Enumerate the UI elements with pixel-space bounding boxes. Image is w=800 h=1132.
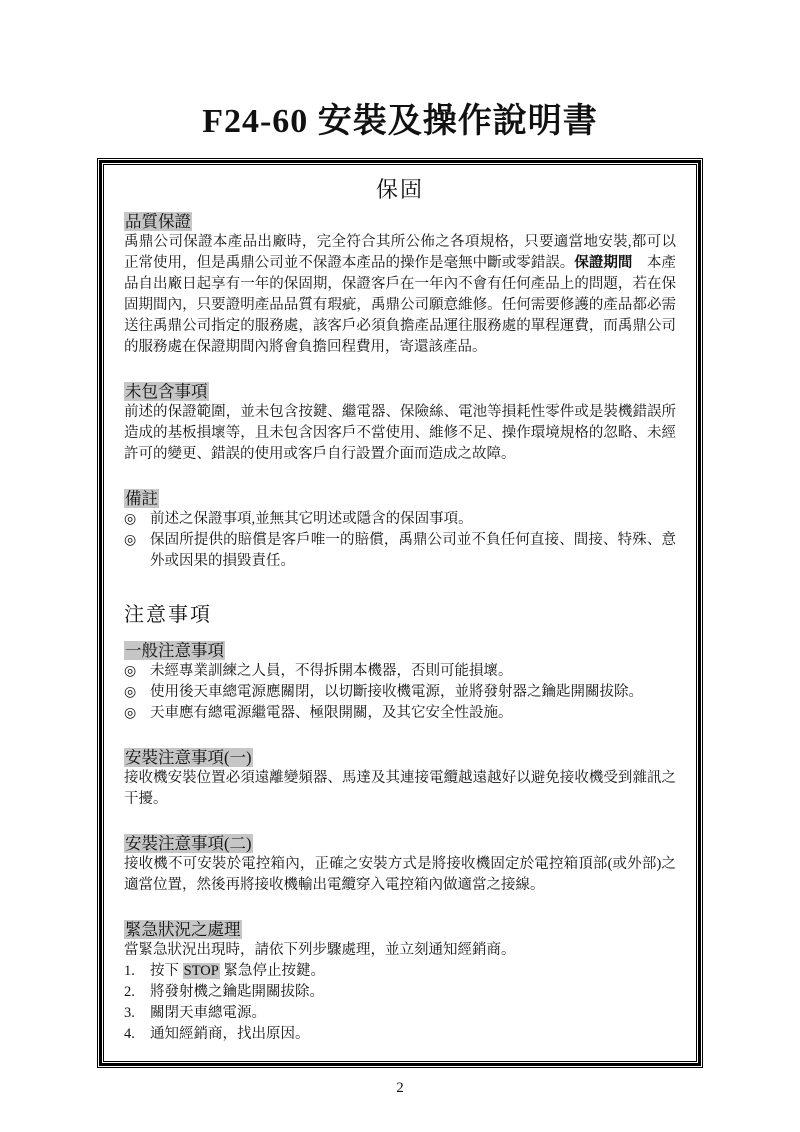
warranty-box [103, 164, 697, 1062]
list-item: ◎ 保固所提供的賠償是客戶唯一的賠償，禹鼎公司並不負任何直接、間接、特殊、意外或因果的損毀責任。 [124, 530, 676, 572]
section-emergency [124, 920, 676, 1045]
list-item: ◎ 使用後天車總電源應關閉，以切斷接收機電源，並將發射器之鑰匙開關拔除。 [124, 682, 676, 703]
section-title-emergency: 緊急狀況之處理 [125, 919, 241, 939]
page-number: 2 [396, 1079, 404, 1096]
step-number: 1. [124, 962, 135, 979]
list-item: ◎ 未經專業訓練之人員，不得拆開本機器，否則可能損壞。 [124, 661, 676, 682]
emergency-step: 1. 按下 STOP 緊急停止按鍵。 [124, 961, 676, 982]
section-title-install-2: 安裝注意事項(二) [125, 833, 252, 853]
stop-key-highlight: STOP [183, 962, 219, 979]
section-remarks [124, 489, 676, 572]
step-number: 4. [124, 1025, 135, 1042]
warranty-box-border [97, 158, 703, 1068]
quality-text-after: 本產品自出廠日起享有一年的保固期，保證客戶在一年內不會有任何產品上的問題，若在保固期間內，只要證明產品品質有瑕疵，禹鼎公司願意維修。任何需要修護的產品都必需送往禹鼎公司指定的服務處，該客戶必須負擔產品運往服務處的單程運費，而禹鼎公司的服務處在保證期間內將會負擔回程費用，寄還該產品。 [124, 254, 677, 355]
exclusions-paragraph: 前述的保證範圍，並未包含按鍵、繼電器、保險絲、電池等損耗性零件或是裝機錯誤所造成的基板損壞等，且未包含因客戶不當使用、維修不足、操作環境規格的忽略、未經許可的變更、錯誤的使用或客戶自行設置介面而造成之故障。 [124, 403, 676, 462]
bullet-icon: ◎ [124, 511, 137, 527]
step-number: 2. [124, 983, 135, 1000]
bullet-icon: ◎ [124, 532, 137, 548]
page-title: F24-60 安裝及操作說明書 [202, 103, 598, 140]
section-install-notice-2 [124, 834, 676, 896]
bullet-icon: ◎ [124, 684, 137, 700]
emergency-intro: 當緊急狀況出現時，請依下列步驟處理，並立刻通知經銷商。 [124, 941, 516, 958]
quality-paragraph [124, 232, 676, 358]
section-title-exclusions: 未包含事項 [125, 381, 208, 401]
list-item: ◎ 前述之保證事項,並無其它明述或隱含的保固事項。 [124, 509, 676, 530]
section-title-general: 一般注意事項 [125, 640, 224, 660]
section-install-notice-1 [124, 748, 676, 810]
install-1-paragraph: 接收機安裝位置必須遠離變頻器、馬達及其連接電纜越遠越好以避免接收機受到雜訊之干擾。 [124, 769, 676, 807]
section-title-quality: 品質保證 [125, 211, 191, 231]
notices-heading: 注意事項 [124, 603, 212, 626]
emergency-step: 4. 通知經銷商，找出原因。 [124, 1024, 676, 1045]
emergency-step: 3. 關閉天車總電源。 [124, 1003, 676, 1024]
section-quality-assurance [124, 212, 676, 358]
warranty-heading: 保固 [375, 176, 424, 202]
bullet-icon: ◎ [124, 663, 137, 679]
section-title-install-1: 安裝注意事項(一) [125, 747, 252, 767]
emergency-step: 2. 將發射機之鑰匙開關拔除。 [124, 982, 676, 1003]
bullet-icon: ◎ [124, 705, 137, 721]
step-number: 3. [124, 1004, 135, 1021]
section-title-remarks: 備註 [125, 488, 158, 508]
section-general-notices [124, 641, 676, 724]
quality-text-before: 禹鼎公司保證本產品出廠時，完全符合其所公佈之各項規格，只要適當地安裝,都可以正常使用，但是禹鼎公司並不保證本產品的操作是毫無中斷或零錯誤。 [124, 233, 676, 271]
section-exclusions [124, 382, 676, 465]
list-item: ◎ 天車應有總電源繼電器、極限開關，及其它安全性設施。 [124, 703, 676, 724]
install-2-paragraph: 接收機不可安裝於電控箱內，正確之安裝方式是將接收機固定於電控箱頂部(或外部)之適當位置，然後再將接收機輸出電纜穿入電控箱內做適當之接線。 [124, 855, 676, 893]
quality-bold-term: 保證期間 [574, 254, 633, 271]
